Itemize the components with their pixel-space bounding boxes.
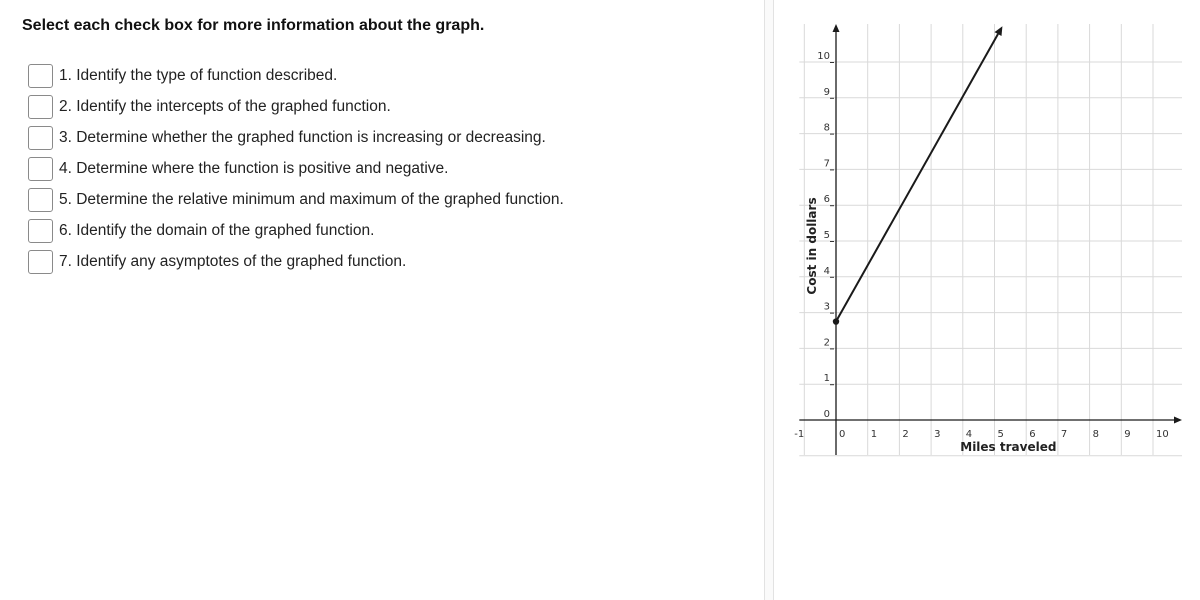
- x-tick-label: -1: [794, 429, 805, 440]
- checklist-item-4[interactable]: [28, 153, 564, 184]
- y-tick-label: 5: [823, 230, 830, 241]
- y-tick-label: 8: [823, 122, 830, 134]
- x-tick-label: 6: [1029, 429, 1036, 440]
- x-tick-label: 5: [997, 429, 1004, 440]
- checklist-item-5[interactable]: [28, 184, 564, 215]
- checkbox[interactable]: [28, 64, 53, 88]
- x-tick-label: 4: [965, 429, 973, 440]
- checkbox[interactable]: [28, 188, 53, 212]
- checklist-label: 3. Determine whether the graphed function is increasing or decreasing.: [59, 128, 546, 146]
- y-tick-label: 1: [823, 373, 830, 385]
- checklist-label: 5. Determine the relative minimum and maximum of the graphed function.: [59, 190, 564, 208]
- y-tick-label: 7: [823, 158, 830, 170]
- checklist: [28, 60, 564, 277]
- checklist-item-6[interactable]: [28, 215, 564, 246]
- x-tick-label: 10: [1156, 429, 1169, 440]
- checklist-label: 1. Identify the type of function described.: [59, 66, 338, 84]
- checklist-item-1[interactable]: [28, 60, 564, 91]
- y-tick-label: 9: [823, 86, 830, 98]
- checklist-item-2[interactable]: [28, 91, 564, 122]
- x-tick-label: 2: [902, 429, 909, 440]
- checkbox[interactable]: [28, 126, 53, 150]
- graph: [774, 0, 1200, 600]
- panel-divider: [764, 0, 774, 600]
- y-tick-label: 0: [823, 409, 830, 420]
- x-tick-label: 1: [870, 429, 878, 440]
- y-tick-label: 4: [823, 265, 830, 277]
- y-tick-label: 6: [823, 194, 830, 206]
- x-axis-arrow-icon: [1174, 417, 1182, 424]
- checklist-label: 6. Identify the domain of the graphed function.: [59, 221, 375, 239]
- checkbox[interactable]: [28, 219, 53, 243]
- x-tick-label: 8: [1092, 429, 1099, 440]
- x-axis-label: Miles traveled: [960, 440, 1057, 454]
- y-axis-arrow-icon: [833, 24, 840, 32]
- y-tick-label: 2: [823, 337, 830, 349]
- series-start-point: [833, 318, 839, 324]
- checkbox[interactable]: [28, 250, 53, 274]
- y-tick-label: 3: [823, 301, 830, 313]
- checklist-item-3[interactable]: [28, 122, 564, 153]
- series-line: [836, 34, 998, 322]
- checkbox[interactable]: [28, 157, 53, 181]
- checklist-label: 2. Identify the intercepts of the graphed function.: [59, 97, 391, 115]
- checklist-item-7[interactable]: [28, 246, 564, 277]
- y-tick-label: 10: [817, 51, 830, 62]
- checklist-label: 7. Identify any asymptotes of the graphed function.: [59, 252, 407, 270]
- x-tick-label: 9: [1124, 429, 1131, 440]
- checkbox[interactable]: [28, 95, 53, 119]
- prompt-heading: Select each check box for more information about the graph.: [22, 17, 485, 34]
- checklist-label: 4. Determine where the function is positive and negative.: [59, 159, 449, 177]
- x-tick-label: 0: [839, 429, 846, 440]
- x-tick-label: 7: [1060, 429, 1068, 440]
- y-axis-label: Cost in dollars: [805, 197, 819, 295]
- x-tick-label: 3: [934, 429, 941, 440]
